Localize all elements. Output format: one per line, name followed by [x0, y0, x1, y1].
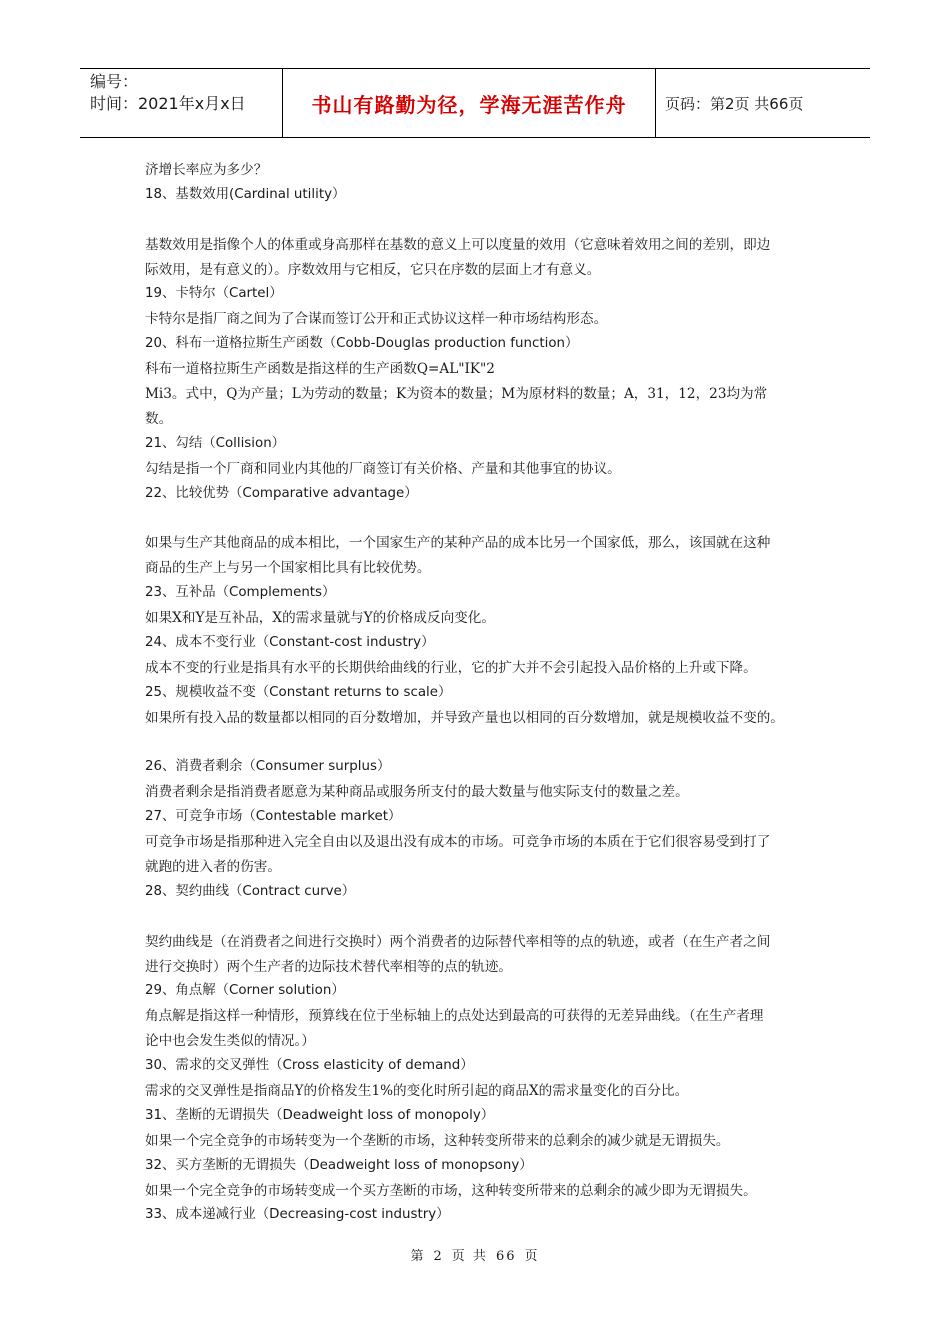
- term-heading: 22、比较优势（Comparative advantage）: [145, 485, 418, 501]
- page-footer: [0, 1245, 950, 1264]
- blank-line: [145, 905, 825, 930]
- paragraph-line: 如果与生产其他商品的成本相比，一个国家生产的某种产品的成本比另一个国家低，那么，该国就在这种: [145, 535, 771, 552]
- paragraph-line: 就跑的进入者的伤害。: [145, 858, 281, 875]
- paragraph-line: 论中也会发生类似的情况。）: [145, 1033, 315, 1050]
- paragraph-line: 成本不变的行业是指具有水平的长期供给曲线的行业，它的扩大并不会引起投入品价格的上升或下降。: [145, 659, 757, 676]
- date-label: 时间：2021年x月x日: [90, 94, 246, 113]
- header-meta: [80, 69, 282, 137]
- term-heading: 26、消费者剩余（Consumer surplus）: [145, 759, 391, 775]
- paragraph-line: 际效用，是有意义的）。序数效用与它相反，它只在序数的层面上才有意义。: [145, 261, 601, 278]
- term-heading: 32、买方垄断的无谓损失（Deadweight loss of monopsony）: [145, 1157, 533, 1173]
- paragraph-line: 济增长率应为多少？: [145, 162, 268, 178]
- paragraph-line: 勾结是指一个厂商和同业内其他的厂商签订有关价格、产量和其他事宜的协议。: [145, 460, 621, 477]
- term-heading: 31、垄断的无谓损失（Deadweight loss of monopoly）: [145, 1107, 495, 1123]
- paragraph-line: 角点解是指这样一种情形，预算线在位于坐标轴上的点处达到最高的可获得的无差异曲线。（在生产者理: [145, 1008, 764, 1025]
- motto-text: 书山有路勤为径，学海无涯苦作舟: [311, 92, 627, 117]
- term-heading: 24、成本不变行业（Constant-cost industry）: [145, 634, 435, 650]
- footer-suffix: 页: [524, 1249, 540, 1264]
- term-heading: 29、角点解（Corner solution）: [145, 983, 345, 999]
- term-heading: 23、互补品（Complements）: [145, 585, 336, 601]
- document-header: [80, 68, 870, 138]
- header-motto-cell: [282, 69, 656, 137]
- term-heading: 33、成本递减行业（Decreasing-cost industry）: [145, 1207, 450, 1223]
- term-heading: 21、勾结（Collision）: [145, 435, 286, 451]
- blank-line: [145, 730, 825, 755]
- paragraph-line: 如果X和Y是互补品，X的需求量就与Y的价格成反向变化。: [145, 610, 495, 627]
- blank-line: [145, 506, 825, 531]
- paragraph-line: 如果一个完全竞争的市场转变成一个买方垄断的市场，这种转变所带来的总剩余的减少即为无谓损失。: [145, 1182, 757, 1199]
- paragraph-line: 如果一个完全竞争的市场转变为一个垄断的市场，这种转变所带来的总剩余的减少就是无谓损失。: [145, 1132, 730, 1149]
- number-label: 编号：: [90, 72, 139, 91]
- term-heading: 20、科布一道格拉斯生产函数（Cobb-Douglas production function）: [145, 336, 579, 352]
- page-info-text: 页码：第2页 共66页: [665, 94, 804, 113]
- term-heading: 27、可竞争市场（Contestable market）: [145, 809, 402, 825]
- paragraph-line: Mi3。式中，Q为产量；L为劳动的数量；K为资本的数量；M为原材料的数量；A，31，12，23均为常: [145, 386, 768, 403]
- paragraph-line: 进行交换时）两个生产者的边际技术替代率相等的点的轨迹。: [145, 958, 513, 975]
- footer-page-number: 2: [433, 1249, 444, 1264]
- paragraph-line: 卡特尔是指厂商之间为了合谋而签订公开和正式协议这样一种市场结构形态。: [145, 311, 608, 328]
- paragraph-line: 消费者剩余是指消费者愿意为某种商品或服务所支付的最大数量与他实际支付的数量之差。: [145, 784, 689, 801]
- term-heading: 25、规模收益不变（Constant returns to scale）: [145, 684, 452, 700]
- paragraph-line: 可竞争市场是指那种进入完全自由以及退出没有成本的市场。可竞争市场的本质在于它们很容易受到打了: [145, 834, 771, 851]
- blank-line: [145, 208, 825, 233]
- term-heading: 18、基数效用(Cardinal utility）: [145, 186, 346, 202]
- header-page-info: [655, 69, 870, 137]
- document-body: [145, 158, 825, 1228]
- paragraph-line: 契约曲线是（在消费者之间进行交换时）两个消费者的边际替代率相等的点的轨迹，或者（在生产者之间: [145, 933, 771, 950]
- term-heading: 28、契约曲线（Contract curve）: [145, 883, 356, 899]
- term-heading: 19、卡特尔（Cartel）: [145, 286, 283, 302]
- term-heading: 30、需求的交叉弹性（Cross elasticity of demand）: [145, 1058, 474, 1074]
- paragraph-line: 数。: [145, 410, 173, 427]
- footer-middle: 页 共: [451, 1249, 488, 1264]
- paragraph-line: 需求的交叉弹性是指商品Y的价格发生1%的变化时所引起的商品X的需求量变化的百分比。: [145, 1082, 689, 1099]
- footer-page-total: 66: [495, 1249, 517, 1264]
- paragraph-line: 如果所有投入品的数量都以相同的百分数增加，并导致产量也以相同的百分数增加，就是规模收益不变的。: [145, 709, 784, 726]
- footer-prefix: 第: [410, 1249, 426, 1264]
- paragraph-line: 基数效用是指像个人的体重或身高那样在基数的意义上可以度量的效用（它意味着效用之间的差别，即边: [145, 236, 771, 253]
- paragraph-line: 科布一道格拉斯生产函数是指这样的生产函数Q=AL"IK"2: [145, 361, 495, 378]
- paragraph-line: 商品的生产上与另一个国家相比具有比较优势。: [145, 560, 431, 577]
